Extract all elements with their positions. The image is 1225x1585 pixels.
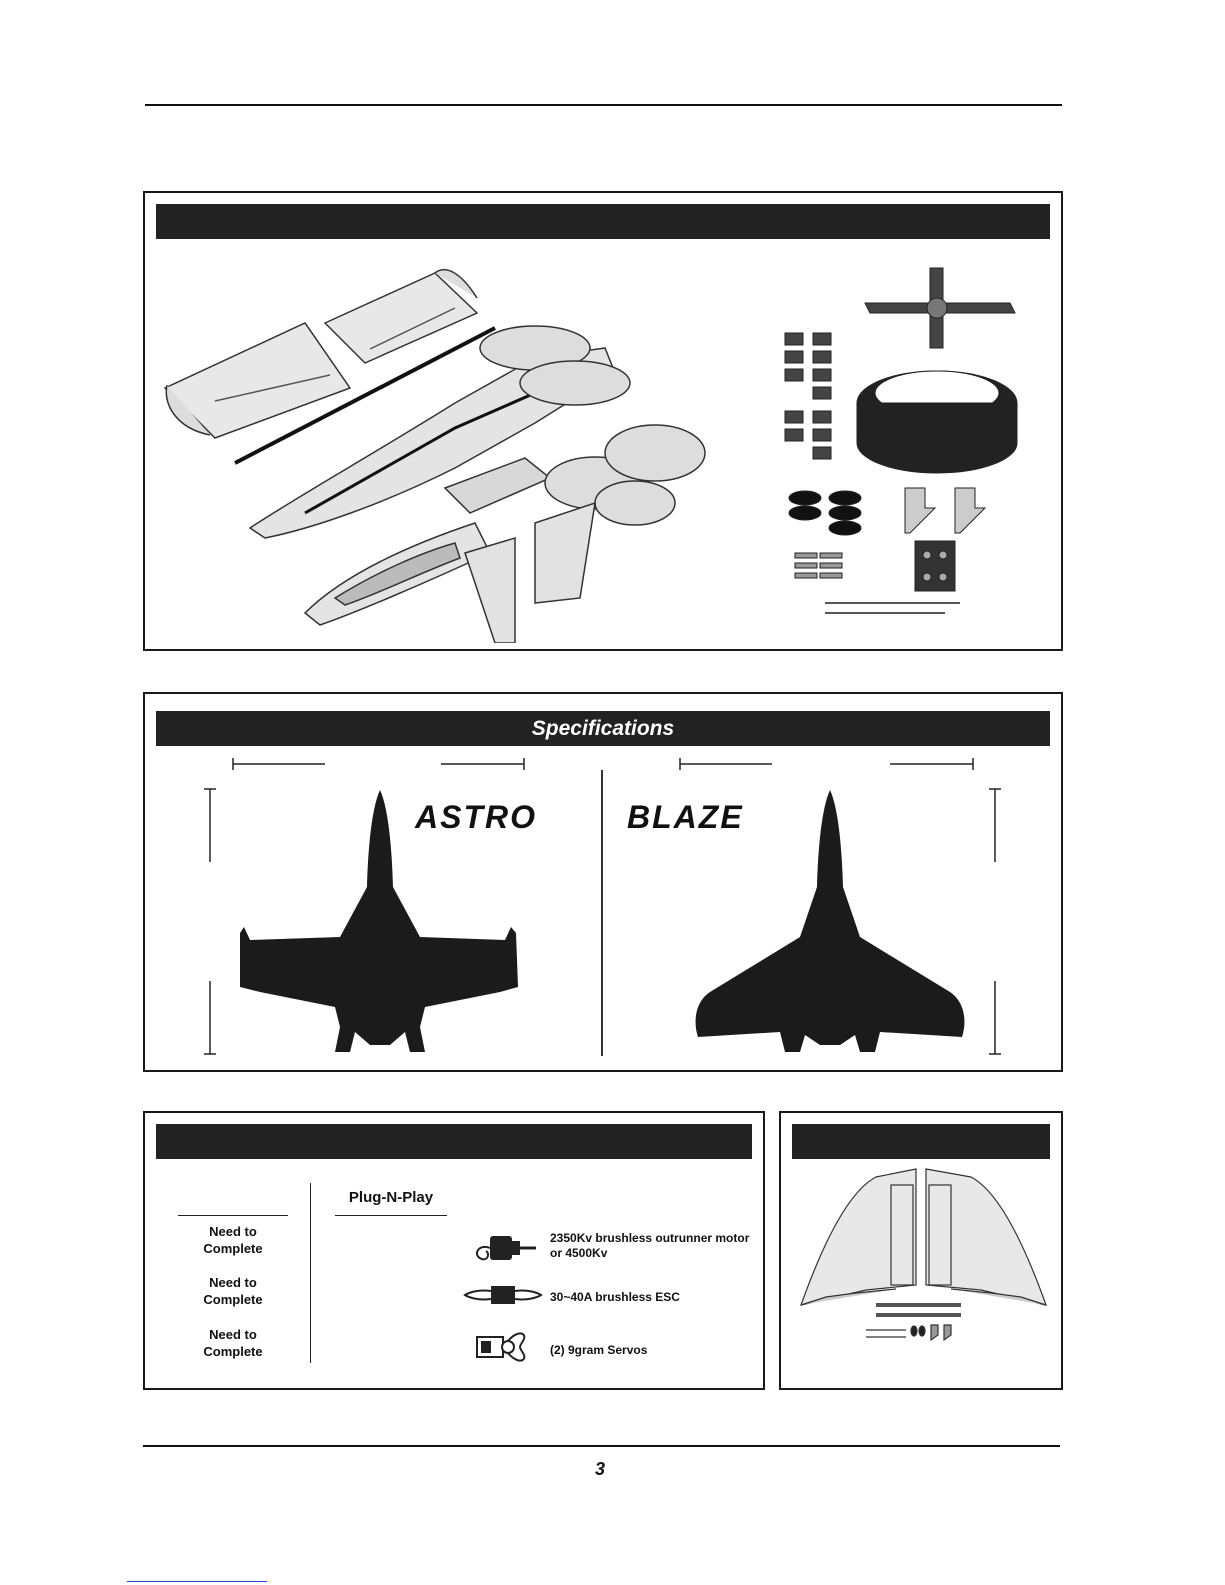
row-1-description-text: 2350Kv brushless outrunner motor or 4500Kv <box>550 1231 750 1260</box>
servo-icon <box>473 1327 533 1363</box>
blaze-logo <box>627 799 744 836</box>
exploded-airframe-illustration <box>155 253 755 643</box>
astro-logo-text: ASTRO <box>415 799 537 835</box>
hardware-illustration <box>775 263 1045 643</box>
kit-contents-box <box>143 191 1063 651</box>
page-number-text: 3 <box>595 1459 606 1479</box>
hinge-clips <box>785 333 831 459</box>
canopy-magnets <box>789 491 861 535</box>
blaze-wing-hardware <box>866 1325 951 1340</box>
row-3-description <box>550 1343 750 1358</box>
esc-icon <box>463 1281 543 1309</box>
status-header-rule <box>178 1215 288 1216</box>
row-3-status <box>178 1326 288 1360</box>
blaze-parts-header <box>792 1124 1050 1159</box>
specifications-header <box>156 711 1050 746</box>
row-3-status-text: Need to Complete <box>203 1327 263 1359</box>
screws <box>795 553 842 578</box>
pushrods <box>825 603 960 613</box>
bottom-link-underline <box>127 1581 267 1582</box>
spec-divider <box>601 770 603 1056</box>
row-2-description-text: 30~40A brushless ESC <box>550 1290 680 1304</box>
blaze-logo-text: BLAZE <box>627 799 744 835</box>
control-horns <box>905 488 985 533</box>
blaze-parts-box <box>779 1111 1063 1390</box>
motor-icon <box>468 1231 538 1265</box>
specifications-box <box>143 692 1063 1072</box>
plug-n-play-header <box>335 1189 447 1206</box>
plug-n-play-label: Plug-N-Play <box>348 1189 434 1206</box>
specifications-title: Specifications <box>531 716 675 740</box>
motor-ring-mount <box>857 371 1017 473</box>
row-1-description <box>550 1231 750 1261</box>
kit-contents-header <box>156 204 1050 239</box>
blaze-wing-illustration <box>796 1165 1051 1380</box>
row-1-status-text: Need to Complete <box>203 1224 263 1256</box>
plug-n-play-rule <box>335 1215 447 1216</box>
vertical-fin-left <box>465 538 515 643</box>
motor-mount-plate <box>865 268 1015 348</box>
hinge-block <box>915 541 955 591</box>
requirements-box <box>143 1111 765 1390</box>
nacelle-lower-right <box>605 425 705 481</box>
intake-cover <box>445 458 550 513</box>
vertical-fin-right <box>535 503 595 603</box>
bottom-rule <box>143 1445 1060 1447</box>
page-number <box>595 1459 605 1480</box>
row-2-status <box>178 1274 288 1308</box>
row-3-description-text: (2) 9gram Servos <box>550 1343 648 1357</box>
row-1-status <box>178 1223 288 1257</box>
column-separator <box>310 1183 311 1363</box>
top-rule <box>145 104 1062 106</box>
requirements-header <box>156 1124 752 1159</box>
row-2-status-text: Need to Complete <box>203 1275 263 1307</box>
row-2-description <box>550 1290 750 1305</box>
astro-logo <box>415 799 537 836</box>
